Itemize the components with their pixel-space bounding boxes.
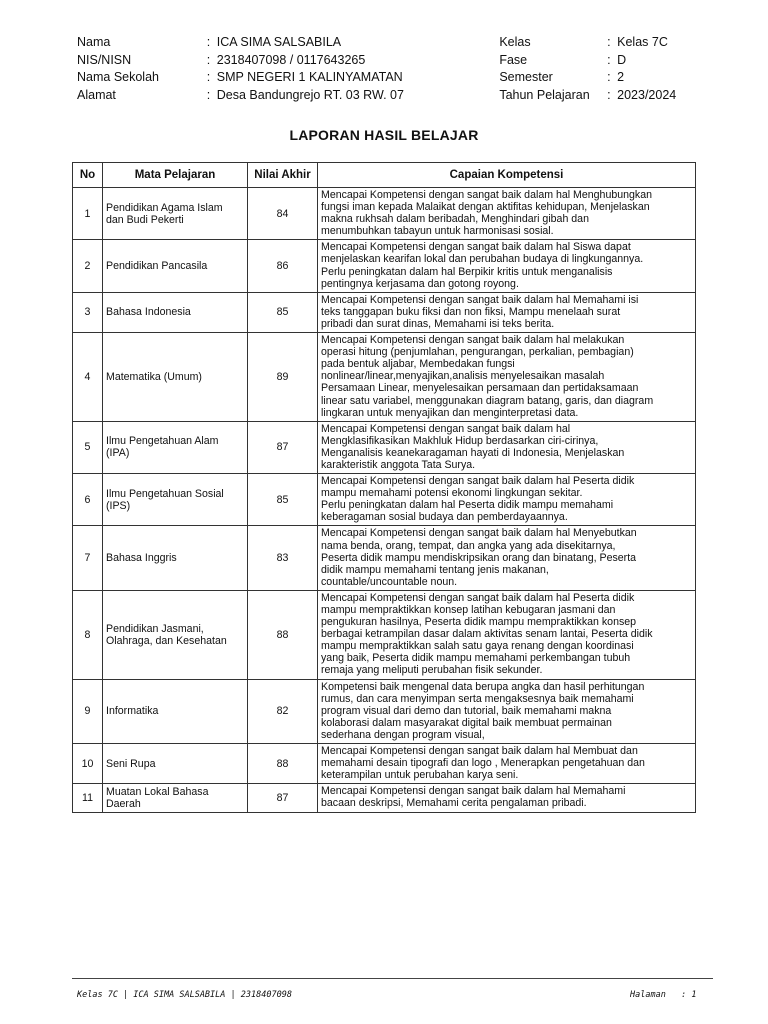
header-capaian-kompetensi: Capaian Kompetensi <box>318 163 696 188</box>
cell-mata-pelajaran <box>103 188 248 240</box>
table-row <box>73 421 696 473</box>
alamat-value: Desa Bandungrejo RT. 03 RW. 07 <box>216 87 404 102</box>
colon: : <box>607 35 611 49</box>
cell-no: 7 <box>73 526 103 590</box>
cell-mata-pelajaran <box>103 333 248 422</box>
capaian-line: Mencapai Kompetensi dengan sangat baik dalam hal melakukan <box>321 334 625 347</box>
fase-label: Fase <box>499 52 528 67</box>
mata-pelajaran-line: Pendidikan Jasmani, <box>106 622 204 635</box>
header-row-1 <box>77 34 697 52</box>
capaian-line: pengukuran hasilnya, Peserta didik mampu mempraktikkan konsep <box>321 616 637 629</box>
table-row <box>73 590 696 679</box>
cell-mata-pelajaran <box>103 679 248 743</box>
cell-no: 1 <box>73 188 103 240</box>
capaian-line: makna rukhsah dalam beribadah, Menghindari gibah dan <box>321 213 589 226</box>
capaian-line: countable/uncountable noun. <box>321 575 458 588</box>
cell-no: 4 <box>73 333 103 422</box>
capaian-line: Persamaan Linear, menyelesaikan persamaan dan pertidaksamaan <box>321 382 639 395</box>
capaian-line: Perlu peningkatan dalam hal Peserta didik mampu memahami <box>321 499 614 512</box>
cell-nilai-akhir: 86 <box>248 240 318 292</box>
table-row <box>73 188 696 240</box>
mata-pelajaran-line: (IPS) <box>106 499 131 512</box>
capaian-line: karakteristik anggota Tata Surya. <box>321 458 476 471</box>
cell-no: 2 <box>73 240 103 292</box>
cell-mata-pelajaran <box>103 240 248 292</box>
cell-capaian-kompetensi <box>318 474 696 526</box>
cell-mata-pelajaran <box>103 292 248 332</box>
colon: : <box>206 35 211 49</box>
header-row-4 <box>77 87 697 105</box>
table-header-row <box>73 163 696 188</box>
capaian-line: pada bentuk aljabar, Membedakan fungsi <box>321 358 515 371</box>
cell-no: 6 <box>73 474 103 526</box>
mata-pelajaran-line: Pendidikan Agama Islam <box>106 201 223 214</box>
capaian-line: mampu memahami potensi ekonomi lingkungan sekitar. <box>321 487 583 500</box>
report-title: LAPORAN HASIL BELAJAR <box>289 127 479 143</box>
capaian-line: keterampilan untuk perubahan karya seni. <box>321 769 519 782</box>
cell-capaian-kompetensi <box>318 526 696 590</box>
capaian-line: nonlinear/linear,menyajikan,analisis menyelesaikan masalah <box>321 370 605 383</box>
capaian-line: operasi hitung (penjumlahan, pengurangan, perkalian, pembagian) <box>321 346 634 359</box>
capaian-line: Mengklasifikasikan Makhluk Hidup berdasarkan ciri-cirinya, <box>321 434 599 447</box>
mata-pelajaran-line: Pendidikan Pancasila <box>106 260 208 273</box>
cell-capaian-kompetensi <box>318 744 696 784</box>
table-row <box>73 292 696 332</box>
capaian-line: Perlu peningkatan dalam hal Berpikir kritis untuk menganalisis <box>321 265 613 278</box>
capaian-line: kolaborasi dalam masyarakat digital baik membuat permainan <box>321 716 612 729</box>
capaian-line: pribadi dan surat dinas, Memahami isi teks berita. <box>321 317 555 330</box>
mata-pelajaran-line: Ilmu Pengetahuan Sosial <box>106 487 224 500</box>
capaian-line: Mencapai Kompetensi dengan sangat baik dalam hal Menyebutkan <box>321 527 637 540</box>
cell-capaian-kompetensi <box>318 784 696 812</box>
capaian-line: Menganalisis keanekaragaman hayati di Indonesia, Menjelaskan <box>321 446 625 459</box>
capaian-line: Mencapai Kompetensi dengan sangat baik dalam hal Peserta didik <box>321 475 635 488</box>
capaian-line: mampu mempraktikkan konsep latihan kebugaran jasmani dan <box>321 604 616 616</box>
capaian-line: bacaan deskripsi, Memahami cerita pengalaman pribadi. <box>321 797 587 810</box>
nisn-value: 2318407098 / 0117643265 <box>216 52 366 67</box>
mata-pelajaran-line: Olahraga, dan Kesehatan <box>106 634 227 647</box>
table-row <box>73 240 696 292</box>
colon: : <box>206 70 211 84</box>
cell-mata-pelajaran <box>103 590 248 679</box>
cell-capaian-kompetensi <box>318 590 696 679</box>
capaian-line: Peserta didik mampu mendiskripsikan orang dan binatang, Peserta <box>321 551 637 564</box>
cell-mata-pelajaran <box>103 421 248 473</box>
cell-no: 10 <box>73 744 103 784</box>
cell-nilai-akhir: 85 <box>248 474 318 526</box>
header-nilai-akhir: Nilai Akhir <box>248 163 318 188</box>
grades-table <box>72 162 696 813</box>
colon: : <box>607 87 611 102</box>
cell-capaian-kompetensi <box>318 292 696 332</box>
fase-value: D <box>617 52 627 67</box>
capaian-line: yang baik, Peserta didik mampu memahami perkembangan tubuh <box>321 652 631 665</box>
mata-pelajaran-line: Daerah <box>106 797 141 810</box>
mata-pelajaran-line: Bahasa Inggris <box>106 552 177 565</box>
table-row <box>73 526 696 590</box>
cell-nilai-akhir: 83 <box>248 526 318 590</box>
mata-pelajaran-line: dan Budi Pekerti <box>106 213 184 226</box>
capaian-line: Mencapai Kompetensi dengan sangat baik dalam hal Siswa dapat <box>321 241 631 254</box>
semester-value: 2 <box>617 70 625 84</box>
footer-page-number: Halaman : 1 <box>630 990 697 1000</box>
capaian-line: rumus, dan cara menyimpan serta mengaksesnya baik memahami <box>321 692 634 705</box>
capaian-line: menjelaskan kearifan lokal dan perubahan budaya di lingkungannya. <box>321 253 644 266</box>
cell-nilai-akhir: 88 <box>248 590 318 679</box>
grades-body <box>73 188 696 813</box>
tahun-value: 2023/2024 <box>617 87 677 102</box>
cell-capaian-kompetensi <box>318 421 696 473</box>
cell-nilai-akhir: 85 <box>248 292 318 332</box>
cell-mata-pelajaran <box>103 744 248 784</box>
capaian-line: pentingnya kerjasama dan gotong royong. <box>321 277 519 290</box>
header-no: No <box>73 163 103 188</box>
header-mata-pelajaran: Mata Pelajaran <box>103 163 248 188</box>
table-row <box>73 474 696 526</box>
header-row-3 <box>77 69 697 87</box>
capaian-line: menumbuhkan tabayun untuk harmonisasi sosial. <box>321 225 554 238</box>
mata-pelajaran-line: Ilmu Pengetahuan Alam <box>106 435 219 448</box>
capaian-line: berbagai ketrampilan dasar dalam aktivitas senam lantai, Peserta didik <box>321 628 653 641</box>
cell-capaian-kompetensi <box>318 679 696 743</box>
cell-mata-pelajaran <box>103 784 248 812</box>
colon: : <box>206 87 211 102</box>
table-row <box>73 784 696 812</box>
mata-pelajaran-line: Bahasa Indonesia <box>106 306 191 319</box>
capaian-line: remaja yang meliputi perubahan fisik sekunder. <box>321 664 543 677</box>
colon: : <box>607 52 611 67</box>
kelas-label: Kelas <box>499 35 531 49</box>
footer-divider <box>72 978 713 979</box>
footer-student-info: Kelas 7C | ICA SIMA SALSABILA | 2318407098 <box>77 990 292 1000</box>
cell-capaian-kompetensi <box>318 240 696 292</box>
sekolah-label: Nama Sekolah <box>77 70 159 84</box>
mata-pelajaran-line: Seni Rupa <box>106 757 156 770</box>
capaian-line: sederhana dengan program visual, <box>321 728 485 741</box>
capaian-line: keberagaman sosial budaya dan pemberdayaannya. <box>321 511 568 524</box>
mata-pelajaran-line: Matematika (Umum) <box>106 370 202 383</box>
nisn-label: NIS/NISN <box>77 52 132 67</box>
cell-no: 8 <box>73 590 103 679</box>
capaian-line: nama benda, orang, tempat, dan angka yang ada disekitarnya, <box>321 539 616 552</box>
cell-no: 11 <box>73 784 103 812</box>
capaian-line: Kompetensi baik mengenal data berupa angka dan hasil perhitungan <box>321 680 645 693</box>
alamat-label: Alamat <box>77 87 116 102</box>
capaian-line: Mencapai Kompetensi dengan sangat baik dalam hal Membuat dan <box>321 745 638 758</box>
cell-capaian-kompetensi <box>318 188 696 240</box>
colon: : <box>206 52 211 67</box>
nama-value: ICA SIMA SALSABILA <box>216 35 342 49</box>
capaian-line: linear satu variabel, menggunakan diagram batang, garis, dan diagram <box>321 394 654 407</box>
capaian-line: Mencapai Kompetensi dengan sangat baik dalam hal Memahami <box>321 785 626 798</box>
cell-nilai-akhir: 82 <box>248 679 318 743</box>
capaian-line: Mencapai Kompetensi dengan sangat baik dalam hal Peserta didik <box>321 591 635 604</box>
table-row <box>73 679 696 743</box>
tahun-label: Tahun Pelajaran <box>499 87 590 102</box>
cell-mata-pelajaran <box>103 526 248 590</box>
cell-nilai-akhir: 84 <box>248 188 318 240</box>
mata-pelajaran-line: Muatan Lokal Bahasa <box>106 785 209 798</box>
cell-no: 9 <box>73 679 103 743</box>
capaian-line: fungsi iman kepada Malaikat dengan aktifitas kehidupan, Menjelaskan <box>321 201 650 214</box>
capaian-line: didik mampu memahami tentang jenis makanan, <box>321 563 549 576</box>
capaian-line: mampu mempraktikkan salah satu gaya renang dengan koordinasi <box>321 640 634 653</box>
capaian-line: Mencapai Kompetensi dengan sangat baik dalam hal Menghubungkan <box>321 189 652 201</box>
capaian-line: lingkaran untuk menyajikan dan menginterpretasi data. <box>321 406 579 419</box>
kelas-value: Kelas 7C <box>617 35 668 49</box>
cell-no: 3 <box>73 292 103 332</box>
cell-nilai-akhir: 89 <box>248 333 318 422</box>
capaian-line: program visual dari demo dan tutorial, baik memahami makna <box>321 704 612 717</box>
table-row <box>73 744 696 784</box>
capaian-line: memahami desain tipografi dan logo , Menerapkan pengetahuan dan <box>321 757 645 770</box>
sekolah-value: SMP NEGERI 1 KALINYAMATAN <box>216 70 403 84</box>
nama-label: Nama <box>77 35 111 49</box>
header-row-2 <box>77 52 697 70</box>
cell-nilai-akhir: 87 <box>248 421 318 473</box>
capaian-line: teks tanggapan buku fiksi dan non fiksi, Mampu menelaah surat <box>321 305 621 318</box>
cell-capaian-kompetensi <box>318 333 696 422</box>
capaian-line: Mencapai Kompetensi dengan sangat baik dalam hal Memahami isi <box>321 293 639 306</box>
semester-label: Semester <box>499 70 553 84</box>
capaian-line: Mencapai Kompetensi dengan sangat baik dalam hal <box>321 422 571 435</box>
cell-nilai-akhir: 87 <box>248 784 318 812</box>
table-row <box>73 333 696 422</box>
colon: : <box>607 70 611 84</box>
cell-no: 5 <box>73 421 103 473</box>
cell-mata-pelajaran <box>103 474 248 526</box>
student-info-header <box>77 34 697 104</box>
cell-nilai-akhir: 88 <box>248 744 318 784</box>
mata-pelajaran-line: Informatika <box>106 705 159 718</box>
mata-pelajaran-line: (IPA) <box>106 447 130 460</box>
